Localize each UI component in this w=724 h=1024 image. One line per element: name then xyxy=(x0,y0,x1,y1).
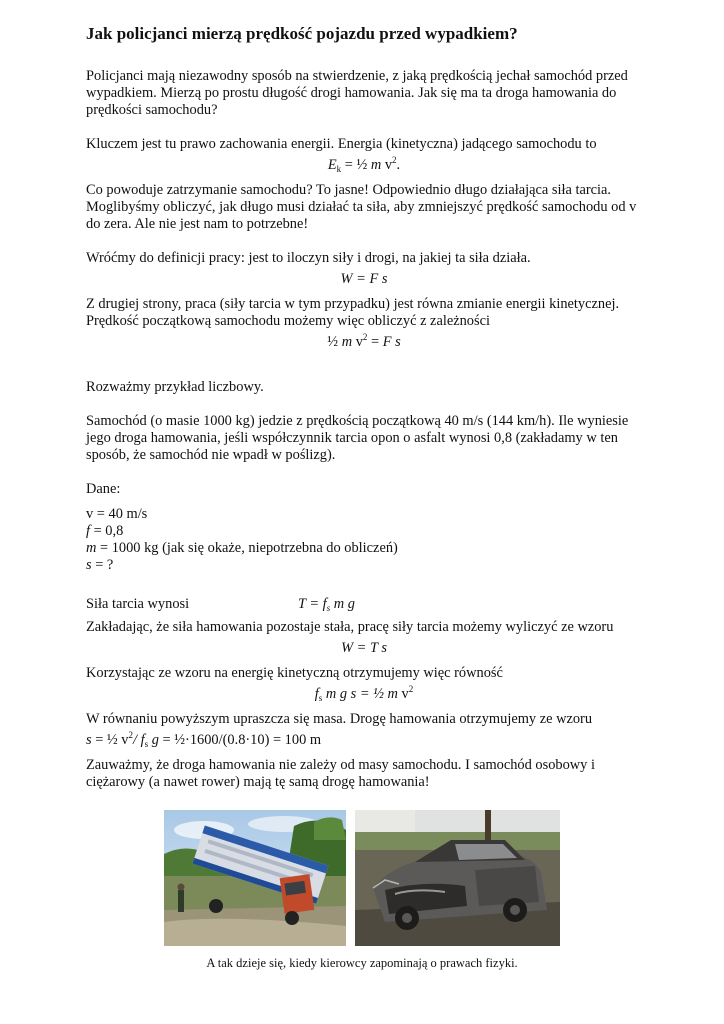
example-intro: Rozważmy przykład liczbowy. xyxy=(86,379,264,395)
friction-force-label: Siła tarcia wynosi xyxy=(86,596,190,612)
photo-burnt-car xyxy=(355,810,560,946)
conclusion-paragraph: Zauważmy, że droga hamowania nie zależy od masy samochodu. I samochód osobowy i ciężarowy (a nawet rower) mają tę samą drogę hamowania! xyxy=(86,757,595,790)
formula-equation: $f_s$ m g s = ½ m $v^2$ xyxy=(314,684,414,703)
formula-friction-force: $T = f_s$ m g xyxy=(298,596,355,613)
work-energy-paragraph: Z drugiej strony, praca (siły tarcia w tym przypadku) jest równa zmianie energii kinetycznej. Prędkość początkową samochodu możemy więc obliczyć z zależności xyxy=(86,296,620,329)
given-list xyxy=(86,506,642,574)
given-f: f = 0,8 xyxy=(86,523,124,539)
formula-wts: W = T s xyxy=(341,640,387,656)
document-body xyxy=(86,22,642,791)
friction-force-row xyxy=(86,596,642,613)
page-title: Jak policjanci mierzą prędkość pojazdu przed wypadkiem? xyxy=(86,24,518,43)
intro-paragraph: Policjanci mają niezawodny sposób na stwierdzenie, z jaką prędkością jechał samochód przed wypadkiem. Mierzą po prostu długość drogi hamowania. Jak się ma ta droga hamowania do prędkości samochodu? xyxy=(86,68,628,118)
given-s: s = ? xyxy=(86,557,114,573)
formula-kinetic-energy: $E_k$ = ½ m $v^2$. xyxy=(327,155,401,174)
given-label: Dane: xyxy=(86,481,121,497)
photo-overturned-truck xyxy=(164,810,346,946)
assume-paragraph: Zakładając, że siła hamowania pozostaje stała, pracę siły tarcia możemy wyliczyć ze wzoru xyxy=(86,619,614,635)
given-v: v = 40 m/s xyxy=(86,506,148,522)
energy-paragraph: Kluczem jest tu prawo zachowania energii. Energia (kinetyczna) jadącego samochodu to xyxy=(86,136,597,152)
example-paragraph: Samochód (o masie 1000 kg) jedzie z prędkością początkową 40 m/s (144 km/h). Ile wyniesie jego droga hamowania, jeśli współczynnik tarcia opon o asfalt wynosi 0,8 (zakładamy w ten sposób, że samochód nie wpadł w poślizg). xyxy=(86,413,629,463)
kinetic-paragraph: Korzystając ze wzoru na energię kinetyczną otrzymujemy więc równość xyxy=(86,665,503,681)
friction-paragraph: Co powoduje zatrzymanie samochodu? To jasne! Odpowiednio długo działająca siła tarcia. Moglibyśmy obliczyć, jak długo musi działać ta siła, aby zmniejszyć prędkość samochodu od v do zera. Ale nie jest nam to potrzebne! xyxy=(86,182,637,232)
photo-caption: A tak dzieje się, kiedy kierowcy zapominają o prawach fizyki. xyxy=(206,956,518,970)
formula-braking-distance: s = ½ $v^2/$ $f_s$ g = ½·1600/(0.8·10) = 100 m xyxy=(86,730,322,749)
work-definition: Wróćmy do definicji pracy: jest to iloczyn siły i drogi, na jakiej ta siła działa. xyxy=(86,250,531,266)
photos xyxy=(164,810,560,946)
formula-half-mv2: ½ m $v^2 = F$ s xyxy=(327,332,401,350)
formula-work: W = F s xyxy=(340,271,388,287)
given-m: m = 1000 kg (jak się okaże, niepotrzebna do obliczeń) xyxy=(86,540,398,556)
simplify-paragraph: W równaniu powyższym upraszcza się masa. Drogę hamowania otrzymujemy ze wzoru xyxy=(86,711,593,727)
